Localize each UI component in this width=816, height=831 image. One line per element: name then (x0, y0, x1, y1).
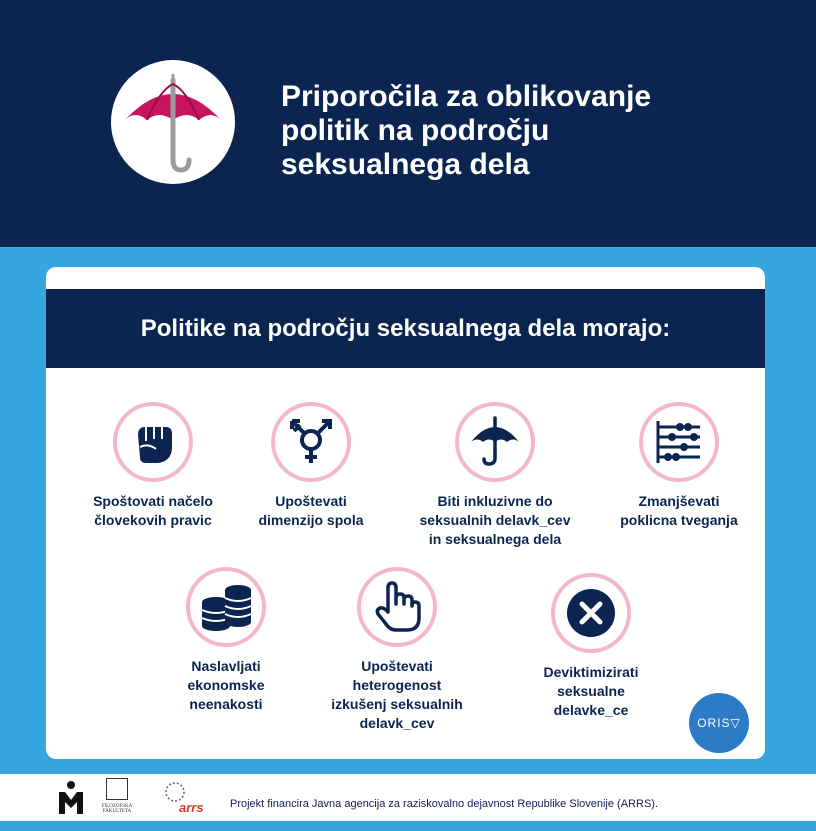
item-devictimize: Deviktimizirati seksualne delavke_ce (506, 567, 676, 720)
gender-symbol-icon (284, 415, 338, 469)
umbrella-badge (111, 60, 235, 184)
header-banner (0, 0, 816, 247)
card-heading: Politike na področju seksualnega dela morajo: (46, 289, 765, 368)
pointing-hand-icon (372, 580, 422, 634)
item-risks: Zmanjševati poklicna tveganja (594, 402, 764, 530)
umbrella-icon (111, 60, 235, 184)
coins-icon (198, 582, 254, 632)
footer (0, 774, 816, 821)
faculty-logo: FILOZOFSKA FAKULTETA (100, 778, 134, 816)
item-economic: Naslavljati ekonomske neenakosti (141, 567, 311, 714)
arrs-logo (165, 780, 225, 814)
item-human-rights: Spoštovati načelo človekovih pravic (68, 402, 238, 530)
abacus-icon (654, 417, 704, 467)
funding-note: Projekt financira Javna agencija za raziskovalno dejavnost Republike Slovenije (ARRS). (230, 798, 658, 810)
fist-icon (128, 417, 178, 467)
institute-logo (57, 780, 85, 814)
oris-logo: ORIS ▽ (689, 693, 749, 753)
svg-text:arrs: arrs (179, 800, 204, 814)
umbrella-icon (467, 414, 523, 470)
item-inclusive: Biti inkluzivne do seksualnih delavk_cev in seksualnega dela (410, 402, 580, 549)
x-circle-icon (565, 587, 617, 639)
item-heterogeneity: Upoštevati heterogenost izkušenj seksualnih delavk_cev (312, 567, 482, 733)
page-title: Priporočila za oblikovanje politik na področju seksualnega dela (281, 80, 652, 181)
recommendations-card (46, 267, 765, 759)
item-gender: Upoštevati dimenzijo spola (226, 402, 396, 530)
